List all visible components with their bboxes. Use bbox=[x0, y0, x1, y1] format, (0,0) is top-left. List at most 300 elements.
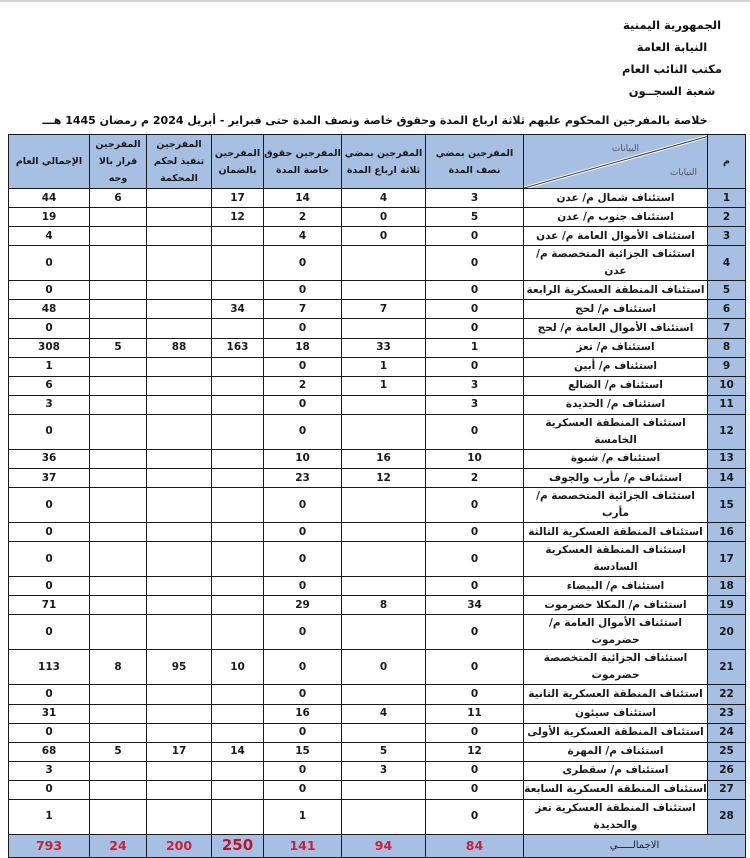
row-prosecution-name: استئناف م/ مأرب والجوف bbox=[524, 469, 708, 488]
row-no-case bbox=[90, 596, 147, 615]
table-row bbox=[9, 300, 746, 319]
row-court-ruling bbox=[147, 414, 212, 449]
header-data-prosecutions bbox=[524, 135, 708, 189]
row-no-case bbox=[90, 357, 147, 376]
row-guarantee bbox=[212, 281, 264, 300]
row-private-rights: 23 bbox=[264, 469, 342, 488]
table-row bbox=[9, 704, 746, 723]
header-index: م bbox=[708, 135, 746, 189]
row-grand-total: 1 bbox=[9, 357, 90, 376]
row-index: 18 bbox=[708, 577, 746, 596]
row-guarantee bbox=[212, 523, 264, 542]
row-court-ruling bbox=[147, 596, 212, 615]
table-row bbox=[9, 208, 746, 227]
row-index: 11 bbox=[708, 395, 746, 414]
row-grand-total: 1 bbox=[9, 799, 90, 834]
row-three-quarters bbox=[342, 577, 426, 596]
row-prosecution-name: استئناف الجزائية المتخصصة حضرموت bbox=[524, 650, 708, 685]
row-private-rights: 4 bbox=[264, 227, 342, 246]
row-half-term: 0 bbox=[426, 780, 524, 799]
letterhead-office: مكتب النائب العام bbox=[622, 62, 722, 76]
row-court-ruling bbox=[147, 281, 212, 300]
row-half-term: 0 bbox=[426, 723, 524, 742]
row-three-quarters bbox=[342, 281, 426, 300]
row-three-quarters bbox=[342, 685, 426, 704]
row-private-rights: 0 bbox=[264, 542, 342, 577]
header-half-term: المفرجين بمضي نصف المدة bbox=[426, 135, 524, 189]
row-grand-total: 3 bbox=[9, 761, 90, 780]
row-grand-total: 31 bbox=[9, 704, 90, 723]
row-prosecution-name: استئناف الجزائية المتخصصة م/ مأرب bbox=[524, 488, 708, 523]
row-half-term: 0 bbox=[426, 300, 524, 319]
table-row bbox=[9, 542, 746, 577]
row-no-case bbox=[90, 685, 147, 704]
row-three-quarters bbox=[342, 414, 426, 449]
row-no-case bbox=[90, 469, 147, 488]
total-court-ruling: 200 bbox=[147, 834, 212, 857]
table-row bbox=[9, 596, 746, 615]
header-guarantee: المفرجين بالضمان bbox=[212, 135, 264, 189]
row-three-quarters bbox=[342, 395, 426, 414]
row-private-rights: 0 bbox=[264, 523, 342, 542]
table-row bbox=[9, 246, 746, 281]
row-private-rights: 2 bbox=[264, 376, 342, 395]
totals-row bbox=[9, 834, 746, 857]
header-court-ruling: المفرجين تنفيذ لحكم المحكمة bbox=[147, 135, 212, 189]
row-prosecution-name: استئناف الأموال العامة م/ عدن bbox=[524, 227, 708, 246]
row-three-quarters bbox=[342, 723, 426, 742]
row-half-term: 3 bbox=[426, 189, 524, 208]
row-guarantee bbox=[212, 761, 264, 780]
row-prosecution-name: استئناف م/ المهرة bbox=[524, 742, 708, 761]
table-row bbox=[9, 488, 746, 523]
row-court-ruling bbox=[147, 319, 212, 338]
row-half-term: 0 bbox=[426, 577, 524, 596]
row-three-quarters bbox=[342, 615, 426, 650]
row-half-term: 0 bbox=[426, 542, 524, 577]
table-row bbox=[9, 227, 746, 246]
row-prosecution-name: استئناف شمال م/ عدن bbox=[524, 189, 708, 208]
row-no-case bbox=[90, 449, 147, 468]
row-guarantee bbox=[212, 469, 264, 488]
row-index: 26 bbox=[708, 761, 746, 780]
row-no-case bbox=[90, 615, 147, 650]
row-prosecution-name: استئناف الجزائية المتخصصة م/ عدن bbox=[524, 246, 708, 281]
row-guarantee bbox=[212, 449, 264, 468]
table-row bbox=[9, 376, 746, 395]
row-court-ruling bbox=[147, 357, 212, 376]
row-private-rights: 29 bbox=[264, 596, 342, 615]
row-no-case bbox=[90, 577, 147, 596]
row-no-case bbox=[90, 704, 147, 723]
row-index: 24 bbox=[708, 723, 746, 742]
row-half-term: 0 bbox=[426, 281, 524, 300]
row-index: 20 bbox=[708, 615, 746, 650]
row-prosecution-name: استئناف المنطقة العسكرية الأولى bbox=[524, 723, 708, 742]
row-grand-total: 6 bbox=[9, 376, 90, 395]
row-court-ruling bbox=[147, 542, 212, 577]
row-prosecution-name: استئناف م/ الضالع bbox=[524, 376, 708, 395]
table-body bbox=[9, 189, 746, 835]
table-row bbox=[9, 338, 746, 357]
table-row bbox=[9, 319, 746, 338]
table-row bbox=[9, 742, 746, 761]
row-index: 4 bbox=[708, 246, 746, 281]
row-court-ruling bbox=[147, 780, 212, 799]
row-half-term: 0 bbox=[426, 615, 524, 650]
row-prosecution-name: استئناف م/ سقطرى bbox=[524, 761, 708, 780]
row-guarantee bbox=[212, 246, 264, 281]
row-guarantee bbox=[212, 395, 264, 414]
row-private-rights: 7 bbox=[264, 300, 342, 319]
row-prosecution-name: استئناف م/ شبوة bbox=[524, 449, 708, 468]
row-three-quarters bbox=[342, 799, 426, 834]
row-no-case: 8 bbox=[90, 650, 147, 685]
row-three-quarters: 8 bbox=[342, 596, 426, 615]
row-three-quarters: 16 bbox=[342, 449, 426, 468]
table-row bbox=[9, 799, 746, 834]
row-half-term: 0 bbox=[426, 799, 524, 834]
row-index: 3 bbox=[708, 227, 746, 246]
row-guarantee bbox=[212, 227, 264, 246]
row-private-rights: 18 bbox=[264, 338, 342, 357]
row-private-rights: 14 bbox=[264, 189, 342, 208]
row-prosecution-name: استئناف المنطقة العسكرية الثانية bbox=[524, 685, 708, 704]
row-private-rights: 0 bbox=[264, 577, 342, 596]
row-no-case bbox=[90, 246, 147, 281]
row-no-case: 5 bbox=[90, 338, 147, 357]
row-no-case bbox=[90, 488, 147, 523]
row-prosecution-name: استئناف سيئون bbox=[524, 704, 708, 723]
row-prosecution-name: استئناف المنطقة العسكرية الخامسة bbox=[524, 414, 708, 449]
row-guarantee bbox=[212, 357, 264, 376]
row-court-ruling bbox=[147, 685, 212, 704]
row-grand-total: 44 bbox=[9, 189, 90, 208]
row-grand-total: 3 bbox=[9, 395, 90, 414]
table-row bbox=[9, 523, 746, 542]
row-half-term: 0 bbox=[426, 685, 524, 704]
row-grand-total: 0 bbox=[9, 577, 90, 596]
table-row bbox=[9, 685, 746, 704]
row-three-quarters: 4 bbox=[342, 189, 426, 208]
row-half-term: 12 bbox=[426, 742, 524, 761]
row-grand-total: 0 bbox=[9, 723, 90, 742]
row-court-ruling bbox=[147, 227, 212, 246]
header-no-case: المفرجين قرار بالا وجه bbox=[90, 135, 147, 189]
row-guarantee bbox=[212, 577, 264, 596]
row-grand-total: 0 bbox=[9, 488, 90, 523]
row-index: 14 bbox=[708, 469, 746, 488]
table-row bbox=[9, 650, 746, 685]
row-three-quarters bbox=[342, 488, 426, 523]
row-index: 25 bbox=[708, 742, 746, 761]
row-three-quarters: 12 bbox=[342, 469, 426, 488]
row-grand-total: 308 bbox=[9, 338, 90, 357]
row-court-ruling bbox=[147, 761, 212, 780]
table-row bbox=[9, 395, 746, 414]
row-grand-total: 0 bbox=[9, 523, 90, 542]
row-private-rights: 1 bbox=[264, 799, 342, 834]
row-grand-total: 0 bbox=[9, 542, 90, 577]
row-private-rights: 0 bbox=[264, 281, 342, 300]
row-court-ruling bbox=[147, 615, 212, 650]
table-row bbox=[9, 189, 746, 208]
row-index: 19 bbox=[708, 596, 746, 615]
row-court-ruling bbox=[147, 376, 212, 395]
row-index: 28 bbox=[708, 799, 746, 834]
total-three-quarters: 94 bbox=[342, 834, 426, 857]
row-grand-total: 36 bbox=[9, 449, 90, 468]
row-grand-total: 0 bbox=[9, 615, 90, 650]
row-private-rights: 15 bbox=[264, 742, 342, 761]
table-row bbox=[9, 615, 746, 650]
header-private-rights: المفرجين حقوق خاصة المدة bbox=[264, 135, 342, 189]
row-guarantee bbox=[212, 414, 264, 449]
row-court-ruling: 95 bbox=[147, 650, 212, 685]
row-half-term: 0 bbox=[426, 488, 524, 523]
row-index: 1 bbox=[708, 189, 746, 208]
row-court-ruling bbox=[147, 189, 212, 208]
row-prosecution-name: استئناف م/ أبين bbox=[524, 357, 708, 376]
row-three-quarters: 33 bbox=[342, 338, 426, 357]
row-court-ruling: 17 bbox=[147, 742, 212, 761]
row-index: 17 bbox=[708, 542, 746, 577]
row-three-quarters: 3 bbox=[342, 761, 426, 780]
row-private-rights: 2 bbox=[264, 208, 342, 227]
row-court-ruling bbox=[147, 523, 212, 542]
row-court-ruling bbox=[147, 704, 212, 723]
row-three-quarters: 0 bbox=[342, 227, 426, 246]
row-grand-total: 19 bbox=[9, 208, 90, 227]
row-guarantee bbox=[212, 596, 264, 615]
row-index: 16 bbox=[708, 523, 746, 542]
row-guarantee: 163 bbox=[212, 338, 264, 357]
row-half-term: 0 bbox=[426, 523, 524, 542]
row-half-term: 0 bbox=[426, 414, 524, 449]
row-prosecution-name: استئناف الأموال العامة م/ لحج bbox=[524, 319, 708, 338]
row-grand-total: 48 bbox=[9, 300, 90, 319]
row-private-rights: 0 bbox=[264, 246, 342, 281]
row-index: 7 bbox=[708, 319, 746, 338]
row-three-quarters: 4 bbox=[342, 704, 426, 723]
row-no-case bbox=[90, 208, 147, 227]
row-index: 9 bbox=[708, 357, 746, 376]
row-court-ruling bbox=[147, 246, 212, 281]
row-three-quarters: 0 bbox=[342, 650, 426, 685]
row-half-term: 0 bbox=[426, 227, 524, 246]
row-half-term: 0 bbox=[426, 357, 524, 376]
row-no-case bbox=[90, 300, 147, 319]
row-index: 10 bbox=[708, 376, 746, 395]
row-no-case bbox=[90, 376, 147, 395]
row-guarantee bbox=[212, 723, 264, 742]
row-prosecution-name: استئناف المنطقة العسكرية تعز والحديدة bbox=[524, 799, 708, 834]
row-half-term: 3 bbox=[426, 395, 524, 414]
row-half-term: 0 bbox=[426, 319, 524, 338]
letterhead bbox=[622, 14, 722, 102]
row-half-term: 11 bbox=[426, 704, 524, 723]
row-index: 6 bbox=[708, 300, 746, 319]
row-guarantee bbox=[212, 376, 264, 395]
row-guarantee bbox=[212, 488, 264, 523]
row-no-case bbox=[90, 523, 147, 542]
row-three-quarters: 5 bbox=[342, 742, 426, 761]
row-prosecution-name: استئناف م/ تعز bbox=[524, 338, 708, 357]
row-three-quarters: 1 bbox=[342, 376, 426, 395]
row-three-quarters bbox=[342, 319, 426, 338]
row-index: 21 bbox=[708, 650, 746, 685]
row-grand-total: 37 bbox=[9, 469, 90, 488]
header-three-quarters: المفرجين بمضي ثلاثة ارباع المدة bbox=[342, 135, 426, 189]
row-prosecution-name: استئناف المنطقة العسكرية السابعة bbox=[524, 780, 708, 799]
row-prosecution-name: استئناف المنطقة العسكرية السادسة bbox=[524, 542, 708, 577]
row-half-term: 34 bbox=[426, 596, 524, 615]
row-grand-total: 71 bbox=[9, 596, 90, 615]
header-grand-total: الإجمالي العام bbox=[9, 135, 90, 189]
row-grand-total: 0 bbox=[9, 246, 90, 281]
header-data-label: البيانات bbox=[611, 144, 639, 154]
row-no-case: 5 bbox=[90, 742, 147, 761]
row-half-term: 3 bbox=[426, 376, 524, 395]
total-guarantee: 250 bbox=[212, 834, 264, 857]
row-court-ruling bbox=[147, 449, 212, 468]
report-title: خلاصة بالمفرجين المحكوم عليهم ثلاثة ارباع المدة وحقوق خاصة ونصف المدة حتى فبراير - أبريل 2024 م رمضان 1445 هـــ bbox=[42, 114, 708, 127]
table-row bbox=[9, 449, 746, 468]
row-guarantee: 17 bbox=[212, 189, 264, 208]
row-court-ruling bbox=[147, 300, 212, 319]
row-private-rights: 0 bbox=[264, 780, 342, 799]
row-private-rights: 0 bbox=[264, 723, 342, 742]
row-private-rights: 0 bbox=[264, 357, 342, 376]
row-half-term: 5 bbox=[426, 208, 524, 227]
row-half-term: 10 bbox=[426, 449, 524, 468]
total-half-term: 84 bbox=[426, 834, 524, 857]
row-half-term: 0 bbox=[426, 761, 524, 780]
row-guarantee: 12 bbox=[212, 208, 264, 227]
row-guarantee bbox=[212, 319, 264, 338]
row-half-term: 0 bbox=[426, 650, 524, 685]
row-index: 15 bbox=[708, 488, 746, 523]
table-header-row bbox=[9, 135, 746, 189]
row-private-rights: 10 bbox=[264, 449, 342, 468]
row-grand-total: 0 bbox=[9, 281, 90, 300]
letterhead-agency: النيابة العامة bbox=[636, 40, 708, 54]
row-three-quarters bbox=[342, 523, 426, 542]
row-guarantee bbox=[212, 542, 264, 577]
row-court-ruling bbox=[147, 208, 212, 227]
row-private-rights: 0 bbox=[264, 761, 342, 780]
row-no-case bbox=[90, 542, 147, 577]
row-half-term: 2 bbox=[426, 469, 524, 488]
row-half-term: 0 bbox=[426, 246, 524, 281]
row-no-case bbox=[90, 761, 147, 780]
row-private-rights: 16 bbox=[264, 704, 342, 723]
row-prosecution-name: استئناف جنوب م/ عدن bbox=[524, 208, 708, 227]
row-three-quarters: 7 bbox=[342, 300, 426, 319]
table-row bbox=[9, 414, 746, 449]
table-row bbox=[9, 281, 746, 300]
row-three-quarters bbox=[342, 780, 426, 799]
row-grand-total: 4 bbox=[9, 227, 90, 246]
header-prosecutions-label: النيابات bbox=[669, 168, 697, 178]
row-grand-total: 0 bbox=[9, 780, 90, 799]
row-no-case bbox=[90, 281, 147, 300]
row-three-quarters bbox=[342, 246, 426, 281]
row-private-rights: 0 bbox=[264, 650, 342, 685]
row-no-case bbox=[90, 780, 147, 799]
row-prosecution-name: استئناف المنطقة العسكرية الرابعة bbox=[524, 281, 708, 300]
row-guarantee bbox=[212, 780, 264, 799]
row-prosecution-name: استئناف م/ المكلا حضرموت bbox=[524, 596, 708, 615]
row-no-case: 6 bbox=[90, 189, 147, 208]
row-no-case bbox=[90, 723, 147, 742]
row-no-case bbox=[90, 227, 147, 246]
row-private-rights: 0 bbox=[264, 685, 342, 704]
letterhead-division: شعبة السجــون bbox=[628, 84, 716, 98]
total-no-case: 24 bbox=[90, 834, 147, 857]
row-index: 13 bbox=[708, 449, 746, 468]
row-court-ruling bbox=[147, 395, 212, 414]
row-grand-total: 68 bbox=[9, 742, 90, 761]
row-half-term: 1 bbox=[426, 338, 524, 357]
row-guarantee: 10 bbox=[212, 650, 264, 685]
row-index: 5 bbox=[708, 281, 746, 300]
row-index: 12 bbox=[708, 414, 746, 449]
table-row bbox=[9, 469, 746, 488]
row-index: 27 bbox=[708, 780, 746, 799]
total-grand-total: 793 bbox=[9, 834, 90, 857]
row-private-rights: 0 bbox=[264, 488, 342, 523]
totals-label: الاجمالـــــي bbox=[524, 834, 746, 857]
row-no-case bbox=[90, 414, 147, 449]
row-three-quarters bbox=[342, 542, 426, 577]
row-guarantee: 34 bbox=[212, 300, 264, 319]
table-row bbox=[9, 780, 746, 799]
row-court-ruling bbox=[147, 469, 212, 488]
row-private-rights: 0 bbox=[264, 395, 342, 414]
row-guarantee bbox=[212, 615, 264, 650]
table-row bbox=[9, 577, 746, 596]
row-no-case bbox=[90, 319, 147, 338]
row-guarantee bbox=[212, 799, 264, 834]
row-no-case bbox=[90, 799, 147, 834]
row-index: 23 bbox=[708, 704, 746, 723]
row-court-ruling bbox=[147, 488, 212, 523]
row-grand-total: 0 bbox=[9, 685, 90, 704]
letterhead-country: الجمهورية اليمنية bbox=[623, 18, 722, 32]
row-guarantee: 14 bbox=[212, 742, 264, 761]
table-row bbox=[9, 357, 746, 376]
row-grand-total: 0 bbox=[9, 319, 90, 338]
row-prosecution-name: استئناف م/ البيضاء bbox=[524, 577, 708, 596]
table-row bbox=[9, 761, 746, 780]
row-prosecution-name: استئناف الأموال العامة م/ حضرموت bbox=[524, 615, 708, 650]
row-three-quarters: 0 bbox=[342, 208, 426, 227]
row-court-ruling bbox=[147, 799, 212, 834]
row-court-ruling: 88 bbox=[147, 338, 212, 357]
row-three-quarters: 1 bbox=[342, 357, 426, 376]
row-guarantee bbox=[212, 704, 264, 723]
row-private-rights: 0 bbox=[264, 414, 342, 449]
row-prosecution-name: استئناف م/ الحديدة bbox=[524, 395, 708, 414]
total-private-rights: 141 bbox=[264, 834, 342, 857]
row-grand-total: 113 bbox=[9, 650, 90, 685]
row-index: 8 bbox=[708, 338, 746, 357]
row-court-ruling bbox=[147, 577, 212, 596]
row-no-case bbox=[90, 395, 147, 414]
table-row bbox=[9, 723, 746, 742]
row-index: 2 bbox=[708, 208, 746, 227]
